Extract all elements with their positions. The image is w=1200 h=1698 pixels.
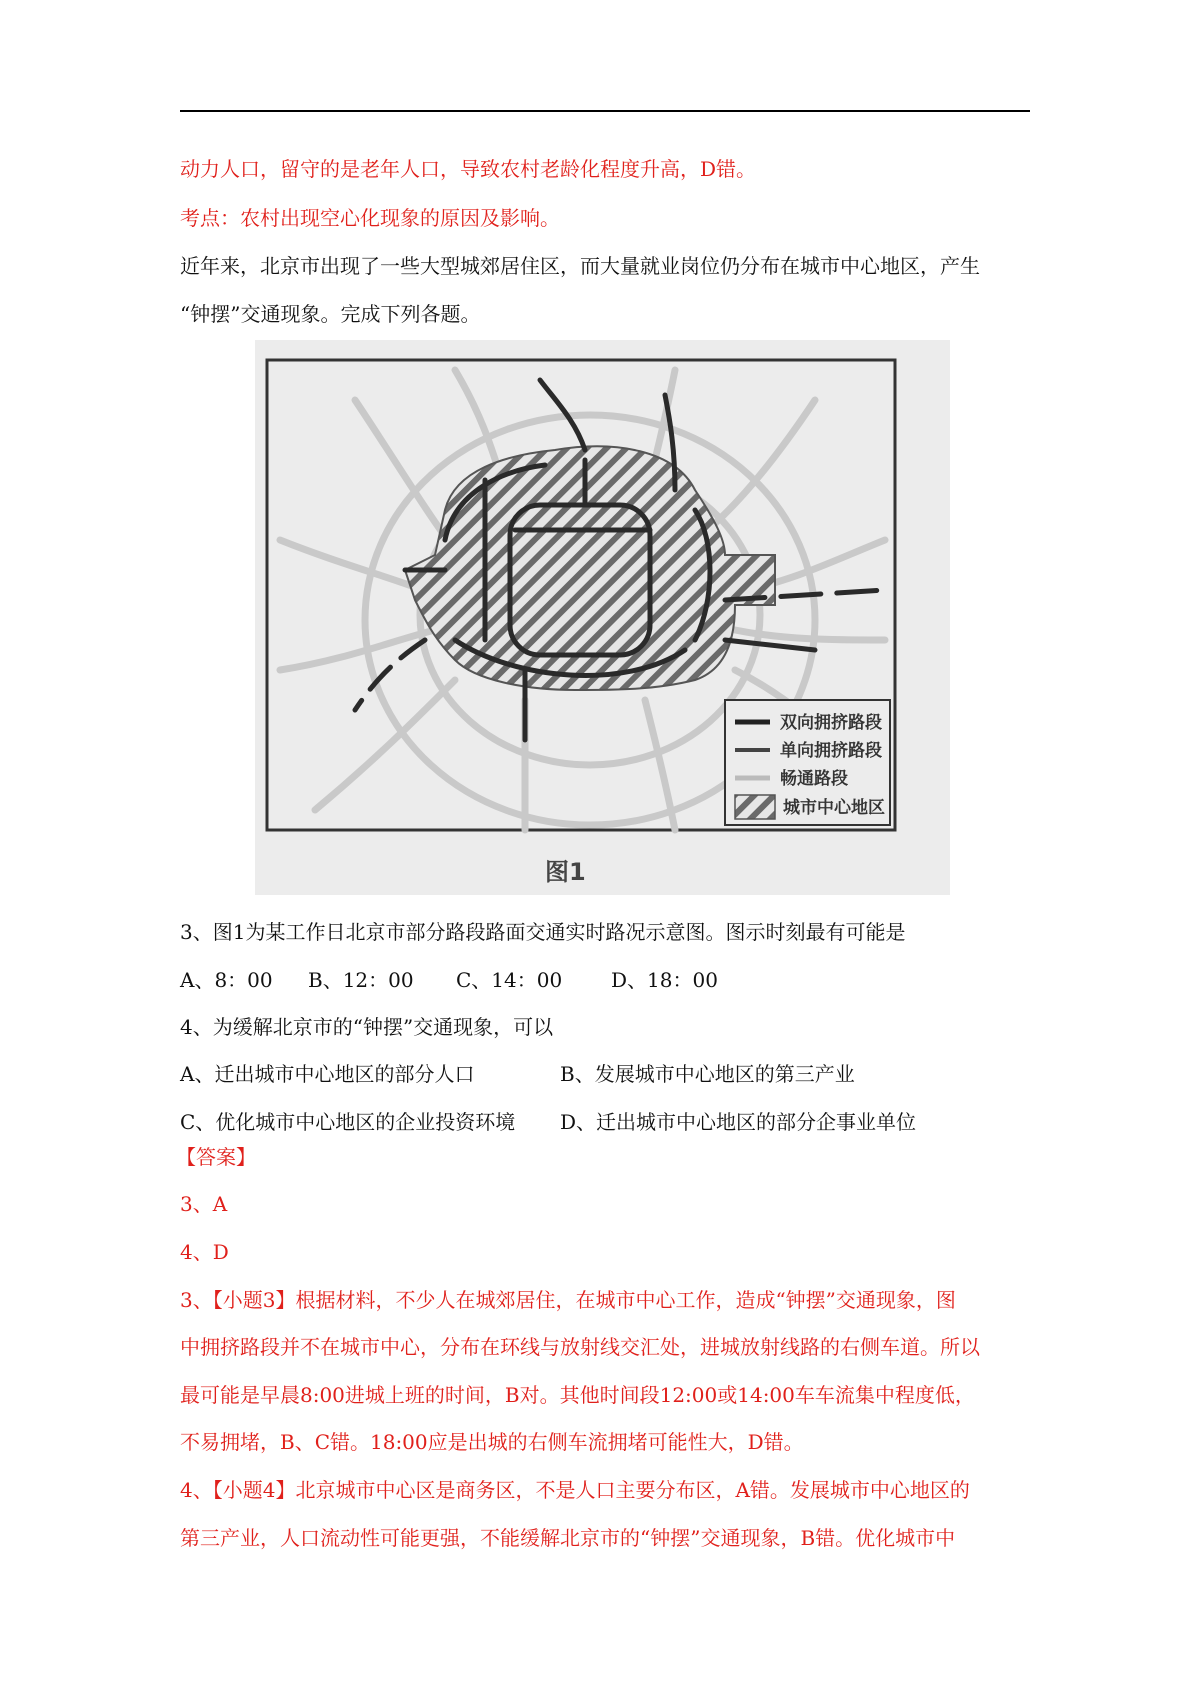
traffic-map — [255, 340, 950, 895]
explain4-line-2: 第三产业，人口流动性可能更强，不能缓解北京市的“钟摆”交通现象，B错。优化城市中 — [180, 1526, 956, 1550]
traffic-map-figure — [255, 340, 950, 895]
legend-item-center — [735, 795, 885, 819]
explain3-line-4: 不易拥堵，B、C错。18:00应是出城的右侧车流拥堵可能性大，D错。 — [180, 1430, 804, 1454]
answer-heading: 【答案】 — [176, 1145, 256, 1169]
figure-caption: 图1 — [545, 858, 586, 886]
q3-option-a: A、8：00 — [180, 968, 273, 992]
legend-label: 单向拥挤路段 — [780, 741, 882, 761]
q4-stem: 4、为缓解北京市的“钟摆”交通现象，可以 — [180, 1015, 554, 1039]
legend-label: 畅通路段 — [780, 769, 848, 789]
q3-option-d: D、18：00 — [611, 968, 718, 992]
answer-4: 4、D — [180, 1240, 229, 1264]
kaodian-line: 考点：农村出现空心化现象的原因及影响。 — [180, 206, 560, 230]
intro-line-2: “钟摆”交通现象。完成下列各题。 — [180, 302, 481, 326]
q3-option-c: C、14：00 — [456, 968, 563, 992]
q4-option-a: A、迁出城市中心地区的部分人口 — [180, 1062, 475, 1086]
q4-option-d: D、迁出城市中心地区的部分企事业单位 — [560, 1110, 917, 1134]
explain3-line-3: 最可能是早晨8:00进城上班的时间，B对。其他时间段12:00或14:00车车流集中程度低， — [180, 1383, 975, 1407]
answer-3: 3、A — [180, 1192, 228, 1216]
q4-option-c: C、优化城市中心地区的企业投资环境 — [180, 1110, 516, 1134]
q4-options-row1 — [180, 1060, 855, 1088]
intro-line-1: 近年来，北京市出现了一些大型城郊居住区，而大量就业岗位仍分布在城市中心地区，产生 — [180, 254, 980, 278]
prev-answer-line: 动力人口，留守的是老年人口，导致农村老龄化程度升高，D错。 — [180, 157, 757, 181]
legend-label: 城市中心地区 — [783, 798, 885, 818]
legend-label: 双向拥挤路段 — [780, 713, 882, 733]
explain3-line-1: 3、【小题3】根据材料，不少人在城郊居住，在城市中心工作，造成“钟摆”交通现象，图 — [180, 1288, 956, 1312]
q4-option-b: B、发展城市中心地区的第三产业 — [560, 1062, 855, 1086]
q3-options — [180, 966, 718, 994]
q3-option-b: B、12：00 — [308, 968, 414, 992]
q3-stem: 3、图1为某工作日北京市部分路段路面交通实时路况示意图。图示时刻最有可能是 — [180, 920, 906, 944]
header-rule — [180, 110, 1030, 112]
explain4-line-1: 4、【小题4】北京城市中心区是商务区，不是人口主要分布区，A错。发展城市中心地区的 — [180, 1478, 970, 1502]
q4-options-row2 — [180, 1108, 916, 1136]
explain3-line-2: 中拥挤路段并不在城市中心，分布在环线与放射线交汇处，进城放射线路的右侧车道。所以 — [180, 1335, 980, 1359]
